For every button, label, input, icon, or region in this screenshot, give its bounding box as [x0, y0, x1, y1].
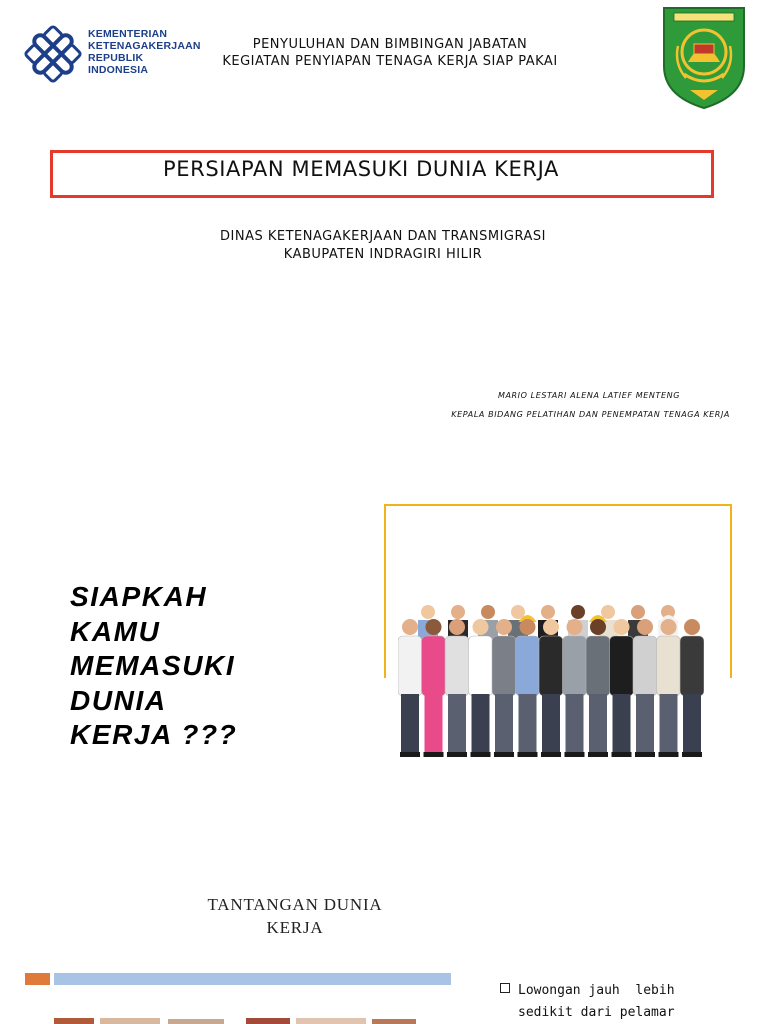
header-titles: [200, 36, 580, 70]
worker-body: [398, 636, 422, 696]
checkbox-bullet-icon: [500, 983, 510, 993]
worker-head: [421, 605, 435, 619]
author-name: MARIO LESTARI ALENA LATIEF MENTENG: [497, 391, 680, 400]
worker-shoes: [400, 752, 420, 757]
worker-body: [586, 636, 610, 696]
ministry-name-line: REPUBLIK: [88, 52, 144, 64]
worker-legs: [519, 694, 537, 754]
worker-shoes: [612, 752, 632, 757]
worker-legs: [448, 694, 466, 754]
worker-legs: [401, 694, 419, 754]
worker-legs: [683, 694, 701, 754]
worker-head: [481, 605, 495, 619]
question-line: KERJA ???: [70, 719, 238, 750]
ministry-name-line: INDONESIA: [88, 64, 149, 76]
worker-body: [445, 636, 469, 696]
header-line-2: KEGIATAN PENYIAPAN TENAGA KERJA SIAP PAKAI: [222, 54, 558, 69]
worker-legs: [636, 694, 654, 754]
worker-head: [402, 619, 418, 635]
section-heading: [180, 893, 410, 939]
question-heading: [70, 580, 310, 753]
bullet-text-line-1: Lowongan jauh lebih: [518, 983, 675, 998]
bullet-list: [500, 980, 720, 1024]
bullet-text-line-2: sedikit dari pelamar: [518, 1005, 675, 1020]
worker-head: [449, 619, 465, 635]
worker-body: [633, 636, 657, 696]
question-line: SIAPKAH: [70, 581, 208, 612]
worker-shoes: [541, 752, 561, 757]
ministry-name: [88, 28, 201, 76]
thumbnail-strip: [50, 1016, 420, 1024]
section-heading-line-2: KERJA: [266, 918, 324, 937]
worker-legs: [660, 694, 678, 754]
worker-body: [492, 636, 516, 696]
question-line: DUNIA: [70, 684, 167, 716]
worker-head: [451, 605, 465, 619]
worker-head: [637, 619, 653, 635]
worker-head: [473, 619, 489, 635]
worker-shoes: [588, 752, 608, 757]
worker-head: [684, 619, 700, 635]
worker-head: [520, 619, 536, 635]
worker-head: [567, 619, 583, 635]
question-line: MEMASUKI: [70, 650, 236, 681]
author-block: [440, 386, 730, 424]
section-heading-line-1: TANTANGAN DUNIA: [207, 895, 383, 914]
question-line: KAMU: [70, 615, 161, 647]
worker-head: [541, 605, 555, 619]
agency-name: [200, 228, 566, 264]
worker-shoes: [471, 752, 491, 757]
worker-head: [631, 605, 645, 619]
worker-legs: [589, 694, 607, 754]
bullet-item: [500, 980, 720, 1024]
ministry-name-line: KETENAGAKERJAAN: [88, 40, 201, 52]
worker-body: [539, 636, 563, 696]
worker-body: [516, 636, 540, 696]
author-position: KEPALA BIDANG PELATIHAN DAN PENEMPATAN TENAGA KERJA: [451, 410, 730, 419]
worker-shoes: [682, 752, 702, 757]
worker-body: [657, 636, 681, 696]
regency-emblem-icon: [660, 4, 748, 110]
worker-shoes: [659, 752, 679, 757]
ministry-name-line: KEMENTERIAN: [88, 28, 168, 40]
worker-shoes: [518, 752, 538, 757]
worker-head: [661, 619, 677, 635]
worker-body: [422, 636, 446, 696]
worker-head: [496, 619, 512, 635]
workers-group-icon: [398, 596, 704, 766]
worker-legs: [566, 694, 584, 754]
worker-legs: [613, 694, 631, 754]
worker-shoes: [424, 752, 444, 757]
worker-body: [563, 636, 587, 696]
worker-head: [543, 619, 559, 635]
worker-body: [680, 636, 704, 696]
accent-bar-blue: [54, 973, 451, 985]
worker-shoes: [447, 752, 467, 757]
worker-body: [469, 636, 493, 696]
worker-shoes: [494, 752, 514, 757]
worker-legs: [425, 694, 443, 754]
worker-legs: [495, 694, 513, 754]
worker-head: [571, 605, 585, 619]
agency-line-2: KABUPATEN INDRAGIRI HILIR: [283, 247, 483, 262]
header-line-1: PENYULUHAN DAN BIMBINGAN JABATAN: [252, 37, 528, 52]
worker-body: [610, 636, 634, 696]
worker-legs: [472, 694, 490, 754]
agency-line-1: DINAS KETENAGAKERJAAN DAN TRANSMIGRASI: [220, 229, 546, 244]
worker-shoes: [565, 752, 585, 757]
kemnaker-logo-icon: [22, 24, 84, 84]
worker-legs: [542, 694, 560, 754]
worker-head: [614, 619, 630, 635]
worker-head: [601, 605, 615, 619]
worker-head: [590, 619, 606, 635]
worker-head: [426, 619, 442, 635]
main-title: PERSIAPAN MEMASUKI DUNIA KERJA: [163, 157, 559, 181]
worker-shoes: [635, 752, 655, 757]
accent-bar-orange: [25, 973, 50, 985]
